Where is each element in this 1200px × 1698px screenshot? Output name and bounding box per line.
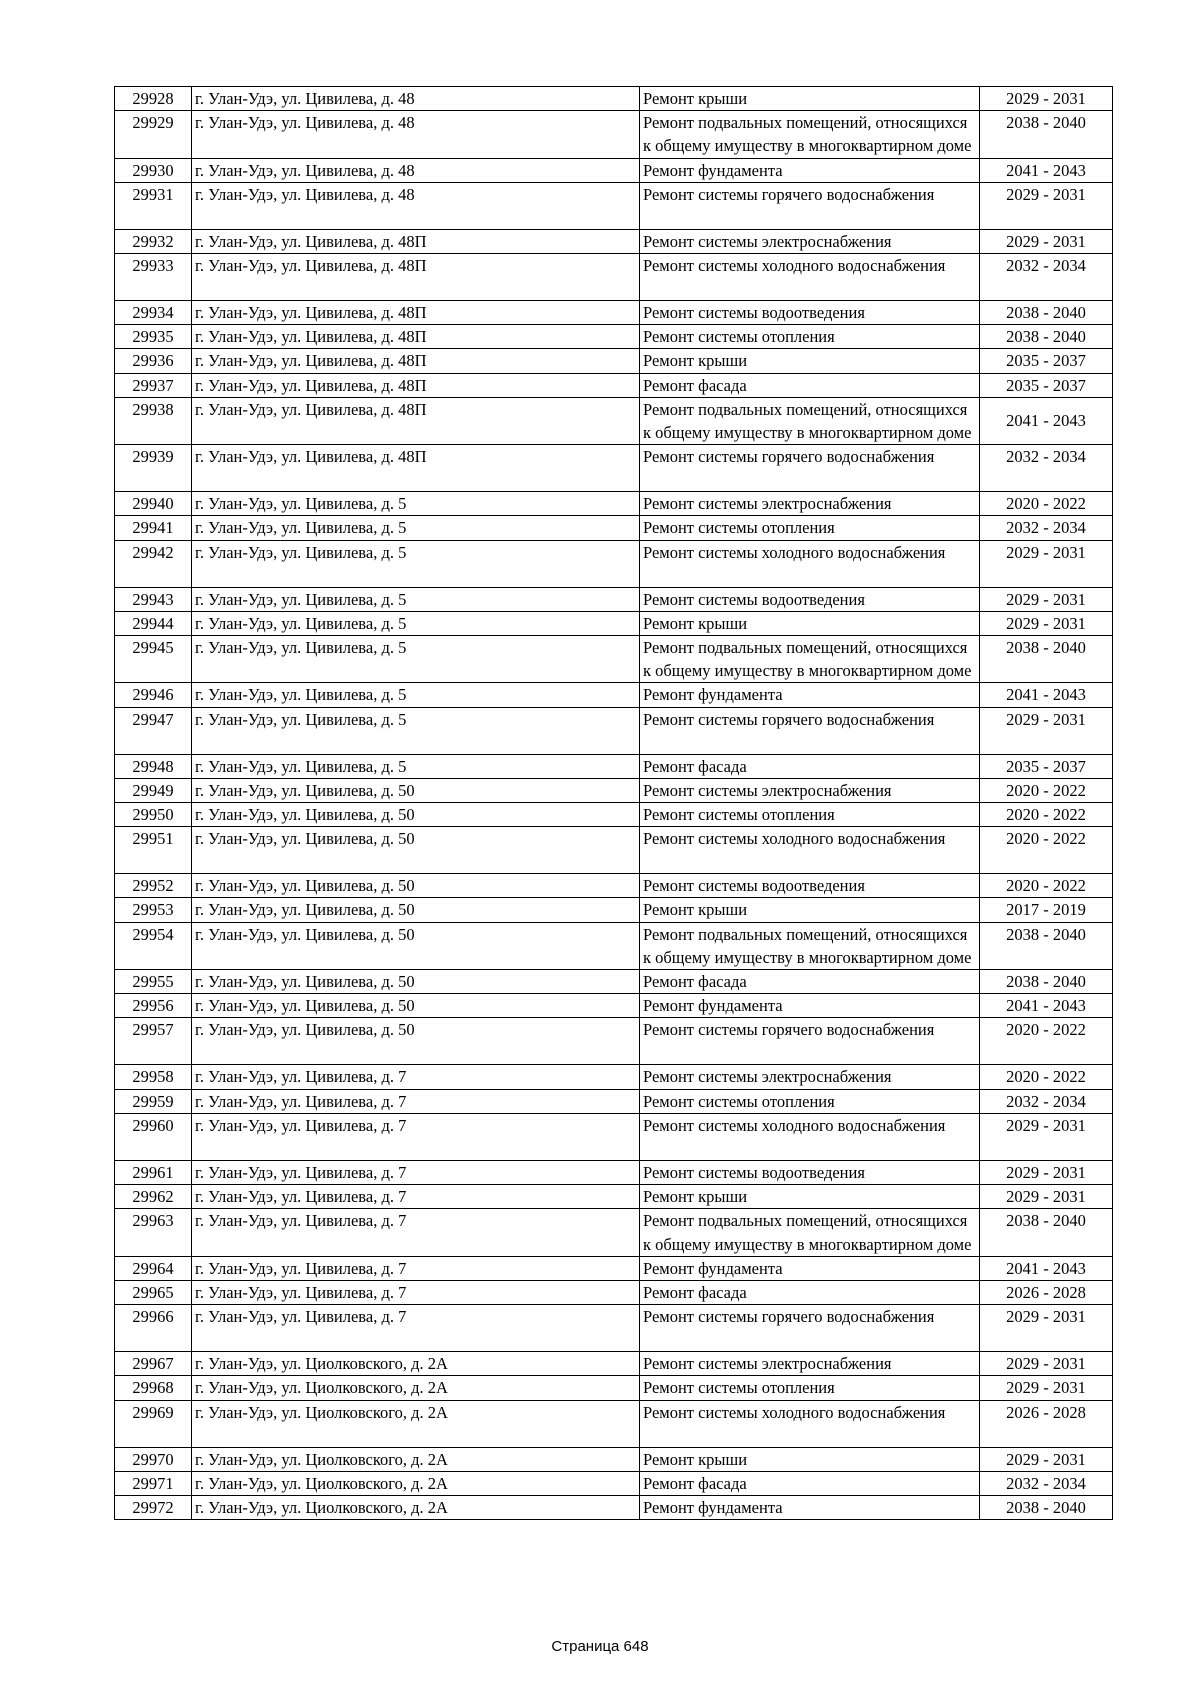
row-number-cell: 29936 <box>115 349 192 373</box>
work-type-cell: Ремонт фундамента <box>640 1256 980 1280</box>
row-number-cell: 29957 <box>115 1018 192 1065</box>
address-cell: г. Улан-Удэ, ул. Цивилева, д. 5 <box>192 516 640 540</box>
address-cell: г. Улан-Удэ, ул. Цивилева, д. 50 <box>192 1018 640 1065</box>
table-row <box>115 1160 1113 1184</box>
table-row <box>115 1495 1113 1519</box>
work-type-cell: Ремонт фасада <box>640 1280 980 1304</box>
address-cell: г. Улан-Удэ, ул. Цивилева, д. 50 <box>192 778 640 802</box>
table-row <box>115 254 1113 301</box>
address-cell: г. Улан-Удэ, ул. Цивилева, д. 48П <box>192 397 640 444</box>
row-number-cell: 29943 <box>115 587 192 611</box>
period-cell: 2029 - 2031 <box>980 540 1113 587</box>
address-cell: г. Улан-Удэ, ул. Цивилева, д. 48П <box>192 349 640 373</box>
period-cell: 2041 - 2043 <box>980 994 1113 1018</box>
row-number-cell: 29933 <box>115 254 192 301</box>
address-cell: г. Улан-Удэ, ул. Цивилева, д. 50 <box>192 898 640 922</box>
table-row <box>115 1305 1113 1352</box>
table-row <box>115 827 1113 874</box>
table-row <box>115 1352 1113 1376</box>
work-type-cell: Ремонт подвальных помещений, относящихся к общему имуществу в многоквартирном доме <box>640 922 980 969</box>
work-type-cell: Ремонт системы холодного водоснабжения <box>640 540 980 587</box>
row-number-cell: 29951 <box>115 827 192 874</box>
table-row <box>115 1018 1113 1065</box>
address-cell: г. Улан-Удэ, ул. Цивилева, д. 50 <box>192 994 640 1018</box>
work-type-cell: Ремонт системы горячего водоснабжения <box>640 1018 980 1065</box>
work-type-cell: Ремонт системы холодного водоснабжения <box>640 254 980 301</box>
period-cell: 2032 - 2034 <box>980 1471 1113 1495</box>
period-cell: 2038 - 2040 <box>980 922 1113 969</box>
table-row <box>115 1065 1113 1089</box>
row-number-cell: 29932 <box>115 229 192 253</box>
work-type-cell: Ремонт фундамента <box>640 683 980 707</box>
address-cell: г. Улан-Удэ, ул. Цивилева, д. 48 <box>192 182 640 229</box>
work-type-cell: Ремонт системы горячего водоснабжения <box>640 182 980 229</box>
work-type-cell: Ремонт фасада <box>640 970 980 994</box>
table-row <box>115 1447 1113 1471</box>
table-row <box>115 182 1113 229</box>
period-cell: 2029 - 2031 <box>980 1305 1113 1352</box>
period-cell: 2029 - 2031 <box>980 1185 1113 1209</box>
row-number-cell: 29968 <box>115 1376 192 1400</box>
table-row <box>115 516 1113 540</box>
address-cell: г. Улан-Удэ, ул. Цивилева, д. 5 <box>192 754 640 778</box>
period-cell: 2029 - 2031 <box>980 182 1113 229</box>
address-cell: г. Улан-Удэ, ул. Цивилева, д. 7 <box>192 1209 640 1256</box>
address-cell: г. Улан-Удэ, ул. Цивилева, д. 50 <box>192 922 640 969</box>
work-type-cell: Ремонт системы водоотведения <box>640 587 980 611</box>
table-row <box>115 1280 1113 1304</box>
address-cell: г. Улан-Удэ, ул. Цивилева, д. 5 <box>192 492 640 516</box>
table-row <box>115 325 1113 349</box>
row-number-cell: 29940 <box>115 492 192 516</box>
work-type-cell: Ремонт системы электроснабжения <box>640 492 980 516</box>
work-type-cell: Ремонт крыши <box>640 1447 980 1471</box>
table-row <box>115 1113 1113 1160</box>
table-row <box>115 158 1113 182</box>
period-cell: 2038 - 2040 <box>980 325 1113 349</box>
table-row <box>115 492 1113 516</box>
period-cell: 2020 - 2022 <box>980 492 1113 516</box>
work-type-cell: Ремонт фасада <box>640 373 980 397</box>
period-cell: 2020 - 2022 <box>980 874 1113 898</box>
address-cell: г. Улан-Удэ, ул. Циолковского, д. 2А <box>192 1400 640 1447</box>
period-cell: 2029 - 2031 <box>980 1160 1113 1184</box>
table-row <box>115 803 1113 827</box>
address-cell: г. Улан-Удэ, ул. Цивилева, д. 48П <box>192 373 640 397</box>
period-cell: 2032 - 2034 <box>980 516 1113 540</box>
address-cell: г. Улан-Удэ, ул. Цивилева, д. 5 <box>192 683 640 707</box>
work-type-cell: Ремонт системы холодного водоснабжения <box>640 827 980 874</box>
period-cell: 2029 - 2031 <box>980 1113 1113 1160</box>
table-row <box>115 1089 1113 1113</box>
row-number-cell: 29954 <box>115 922 192 969</box>
address-cell: г. Улан-Удэ, ул. Цивилева, д. 5 <box>192 587 640 611</box>
work-type-cell: Ремонт системы электроснабжения <box>640 229 980 253</box>
address-cell: г. Улан-Удэ, ул. Цивилева, д. 5 <box>192 636 640 683</box>
work-type-cell: Ремонт фундамента <box>640 1495 980 1519</box>
table-row <box>115 397 1113 444</box>
address-cell: г. Улан-Удэ, ул. Цивилева, д. 7 <box>192 1089 640 1113</box>
period-cell: 2026 - 2028 <box>980 1400 1113 1447</box>
work-type-cell: Ремонт системы электроснабжения <box>640 778 980 802</box>
row-number-cell: 29963 <box>115 1209 192 1256</box>
work-type-cell: Ремонт крыши <box>640 611 980 635</box>
row-number-cell: 29935 <box>115 325 192 349</box>
row-number-cell: 29955 <box>115 970 192 994</box>
work-type-cell: Ремонт фундамента <box>640 994 980 1018</box>
table-row <box>115 970 1113 994</box>
work-type-cell: Ремонт подвальных помещений, относящихся к общему имуществу в многоквартирном доме <box>640 1209 980 1256</box>
period-cell: 2041 - 2043 <box>980 397 1113 444</box>
table-row <box>115 898 1113 922</box>
work-type-cell: Ремонт крыши <box>640 349 980 373</box>
address-cell: г. Улан-Удэ, ул. Цивилева, д. 48 <box>192 158 640 182</box>
address-cell: г. Улан-Удэ, ул. Цивилева, д. 50 <box>192 827 640 874</box>
row-number-cell: 29942 <box>115 540 192 587</box>
work-type-cell: Ремонт системы водоотведения <box>640 1160 980 1184</box>
address-cell: г. Улан-Удэ, ул. Цивилева, д. 48П <box>192 445 640 492</box>
table-row <box>115 540 1113 587</box>
period-cell: 2041 - 2043 <box>980 683 1113 707</box>
document-table-container <box>114 86 1112 1520</box>
table-row <box>115 707 1113 754</box>
row-number-cell: 29960 <box>115 1113 192 1160</box>
work-type-cell: Ремонт системы горячего водоснабжения <box>640 707 980 754</box>
row-number-cell: 29966 <box>115 1305 192 1352</box>
address-cell: г. Улан-Удэ, ул. Циолковского, д. 2А <box>192 1352 640 1376</box>
row-number-cell: 29956 <box>115 994 192 1018</box>
row-number-cell: 29928 <box>115 87 192 111</box>
table-row <box>115 445 1113 492</box>
row-number-cell: 29948 <box>115 754 192 778</box>
work-type-cell: Ремонт системы отопления <box>640 1376 980 1400</box>
work-type-cell: Ремонт системы электроснабжения <box>640 1065 980 1089</box>
row-number-cell: 29971 <box>115 1471 192 1495</box>
work-type-cell: Ремонт фасада <box>640 1471 980 1495</box>
period-cell: 2026 - 2028 <box>980 1280 1113 1304</box>
period-cell: 2041 - 2043 <box>980 158 1113 182</box>
work-type-cell: Ремонт фундамента <box>640 158 980 182</box>
address-cell: г. Улан-Удэ, ул. Цивилева, д. 50 <box>192 874 640 898</box>
address-cell: г. Улан-Удэ, ул. Цивилева, д. 7 <box>192 1160 640 1184</box>
work-type-cell: Ремонт системы электроснабжения <box>640 1352 980 1376</box>
period-cell: 2032 - 2034 <box>980 445 1113 492</box>
row-number-cell: 29959 <box>115 1089 192 1113</box>
row-number-cell: 29952 <box>115 874 192 898</box>
address-cell: г. Улан-Удэ, ул. Циолковского, д. 2А <box>192 1447 640 1471</box>
address-cell: г. Улан-Удэ, ул. Цивилева, д. 48П <box>192 254 640 301</box>
table-row <box>115 874 1113 898</box>
work-type-cell: Ремонт системы отопления <box>640 516 980 540</box>
table-row <box>115 1185 1113 1209</box>
address-cell: г. Улан-Удэ, ул. Цивилева, д. 48 <box>192 111 640 158</box>
period-cell: 2029 - 2031 <box>980 1376 1113 1400</box>
address-cell: г. Улан-Удэ, ул. Циолковского, д. 2А <box>192 1471 640 1495</box>
row-number-cell: 29962 <box>115 1185 192 1209</box>
period-cell: 2017 - 2019 <box>980 898 1113 922</box>
work-type-cell: Ремонт крыши <box>640 898 980 922</box>
row-number-cell: 29931 <box>115 182 192 229</box>
row-number-cell: 29938 <box>115 397 192 444</box>
address-cell: г. Улан-Удэ, ул. Цивилева, д. 48 <box>192 87 640 111</box>
table-row <box>115 1209 1113 1256</box>
address-cell: г. Улан-Удэ, ул. Цивилева, д. 7 <box>192 1185 640 1209</box>
address-cell: г. Улан-Удэ, ул. Циолковского, д. 2А <box>192 1495 640 1519</box>
table-row <box>115 301 1113 325</box>
work-type-cell: Ремонт крыши <box>640 87 980 111</box>
address-cell: г. Улан-Удэ, ул. Цивилева, д. 5 <box>192 707 640 754</box>
row-number-cell: 29937 <box>115 373 192 397</box>
table-row <box>115 778 1113 802</box>
period-cell: 2038 - 2040 <box>980 1495 1113 1519</box>
table-row <box>115 922 1113 969</box>
period-cell: 2035 - 2037 <box>980 349 1113 373</box>
table-row <box>115 1256 1113 1280</box>
work-type-cell: Ремонт подвальных помещений, относящихся к общему имуществу в многоквартирном доме <box>640 397 980 444</box>
row-number-cell: 29944 <box>115 611 192 635</box>
address-cell: г. Улан-Удэ, ул. Цивилева, д. 7 <box>192 1280 640 1304</box>
table-row <box>115 994 1113 1018</box>
work-type-cell: Ремонт крыши <box>640 1185 980 1209</box>
address-cell: г. Улан-Удэ, ул. Циолковского, д. 2А <box>192 1376 640 1400</box>
period-cell: 2020 - 2022 <box>980 778 1113 802</box>
period-cell: 2020 - 2022 <box>980 803 1113 827</box>
period-cell: 2020 - 2022 <box>980 827 1113 874</box>
period-cell: 2029 - 2031 <box>980 707 1113 754</box>
row-number-cell: 29969 <box>115 1400 192 1447</box>
row-number-cell: 29972 <box>115 1495 192 1519</box>
work-type-cell: Ремонт подвальных помещений, относящихся к общему имуществу в многоквартирном доме <box>640 111 980 158</box>
period-cell: 2020 - 2022 <box>980 1018 1113 1065</box>
work-type-cell: Ремонт системы водоотведения <box>640 301 980 325</box>
row-number-cell: 29953 <box>115 898 192 922</box>
row-number-cell: 29946 <box>115 683 192 707</box>
period-cell: 2029 - 2031 <box>980 87 1113 111</box>
period-cell: 2029 - 2031 <box>980 611 1113 635</box>
work-type-cell: Ремонт системы горячего водоснабжения <box>640 1305 980 1352</box>
table-row <box>115 587 1113 611</box>
address-cell: г. Улан-Удэ, ул. Цивилева, д. 7 <box>192 1113 640 1160</box>
period-cell: 2032 - 2034 <box>980 1089 1113 1113</box>
period-cell: 2041 - 2043 <box>980 1256 1113 1280</box>
address-cell: г. Улан-Удэ, ул. Цивилева, д. 48П <box>192 229 640 253</box>
period-cell: 2035 - 2037 <box>980 373 1113 397</box>
row-number-cell: 29941 <box>115 516 192 540</box>
table-row <box>115 1376 1113 1400</box>
table-row <box>115 636 1113 683</box>
period-cell: 2029 - 2031 <box>980 1352 1113 1376</box>
row-number-cell: 29934 <box>115 301 192 325</box>
period-cell: 2038 - 2040 <box>980 636 1113 683</box>
row-number-cell: 29970 <box>115 1447 192 1471</box>
table-row <box>115 754 1113 778</box>
address-cell: г. Улан-Удэ, ул. Цивилева, д. 5 <box>192 611 640 635</box>
address-cell: г. Улан-Удэ, ул. Цивилева, д. 7 <box>192 1065 640 1089</box>
repair-schedule-table <box>114 86 1113 1520</box>
row-number-cell: 29958 <box>115 1065 192 1089</box>
row-number-cell: 29964 <box>115 1256 192 1280</box>
address-cell: г. Улан-Удэ, ул. Цивилева, д. 7 <box>192 1256 640 1280</box>
work-type-cell: Ремонт системы отопления <box>640 1089 980 1113</box>
period-cell: 2029 - 2031 <box>980 587 1113 611</box>
row-number-cell: 29949 <box>115 778 192 802</box>
row-number-cell: 29947 <box>115 707 192 754</box>
page-number: Страница 648 <box>551 1638 649 1655</box>
row-number-cell: 29939 <box>115 445 192 492</box>
work-type-cell: Ремонт системы отопления <box>640 803 980 827</box>
table-row <box>115 87 1113 111</box>
work-type-cell: Ремонт подвальных помещений, относящихся к общему имуществу в многоквартирном доме <box>640 636 980 683</box>
address-cell: г. Улан-Удэ, ул. Цивилева, д. 48П <box>192 325 640 349</box>
address-cell: г. Улан-Удэ, ул. Цивилева, д. 50 <box>192 970 640 994</box>
period-cell: 2035 - 2037 <box>980 754 1113 778</box>
period-cell: 2038 - 2040 <box>980 111 1113 158</box>
work-type-cell: Ремонт системы холодного водоснабжения <box>640 1113 980 1160</box>
period-cell: 2020 - 2022 <box>980 1065 1113 1089</box>
work-type-cell: Ремонт системы водоотведения <box>640 874 980 898</box>
row-number-cell: 29930 <box>115 158 192 182</box>
row-number-cell: 29965 <box>115 1280 192 1304</box>
table-row <box>115 373 1113 397</box>
period-cell: 2032 - 2034 <box>980 254 1113 301</box>
table-row <box>115 349 1113 373</box>
table-row <box>115 683 1113 707</box>
period-cell: 2038 - 2040 <box>980 1209 1113 1256</box>
address-cell: г. Улан-Удэ, ул. Цивилева, д. 50 <box>192 803 640 827</box>
row-number-cell: 29961 <box>115 1160 192 1184</box>
address-cell: г. Улан-Удэ, ул. Цивилева, д. 5 <box>192 540 640 587</box>
row-number-cell: 29929 <box>115 111 192 158</box>
period-cell: 2029 - 2031 <box>980 229 1113 253</box>
row-number-cell: 29967 <box>115 1352 192 1376</box>
address-cell: г. Улан-Удэ, ул. Цивилева, д. 7 <box>192 1305 640 1352</box>
work-type-cell: Ремонт системы холодного водоснабжения <box>640 1400 980 1447</box>
work-type-cell: Ремонт системы горячего водоснабжения <box>640 445 980 492</box>
work-type-cell: Ремонт фасада <box>640 754 980 778</box>
row-number-cell: 29950 <box>115 803 192 827</box>
row-number-cell: 29945 <box>115 636 192 683</box>
table-row <box>115 1471 1113 1495</box>
table-row <box>115 611 1113 635</box>
address-cell: г. Улан-Удэ, ул. Цивилева, д. 48П <box>192 301 640 325</box>
work-type-cell: Ремонт системы отопления <box>640 325 980 349</box>
table-body <box>115 87 1113 1520</box>
period-cell: 2038 - 2040 <box>980 301 1113 325</box>
period-cell: 2029 - 2031 <box>980 1447 1113 1471</box>
table-row <box>115 111 1113 158</box>
table-row <box>115 1400 1113 1447</box>
table-row <box>115 229 1113 253</box>
period-cell: 2038 - 2040 <box>980 970 1113 994</box>
